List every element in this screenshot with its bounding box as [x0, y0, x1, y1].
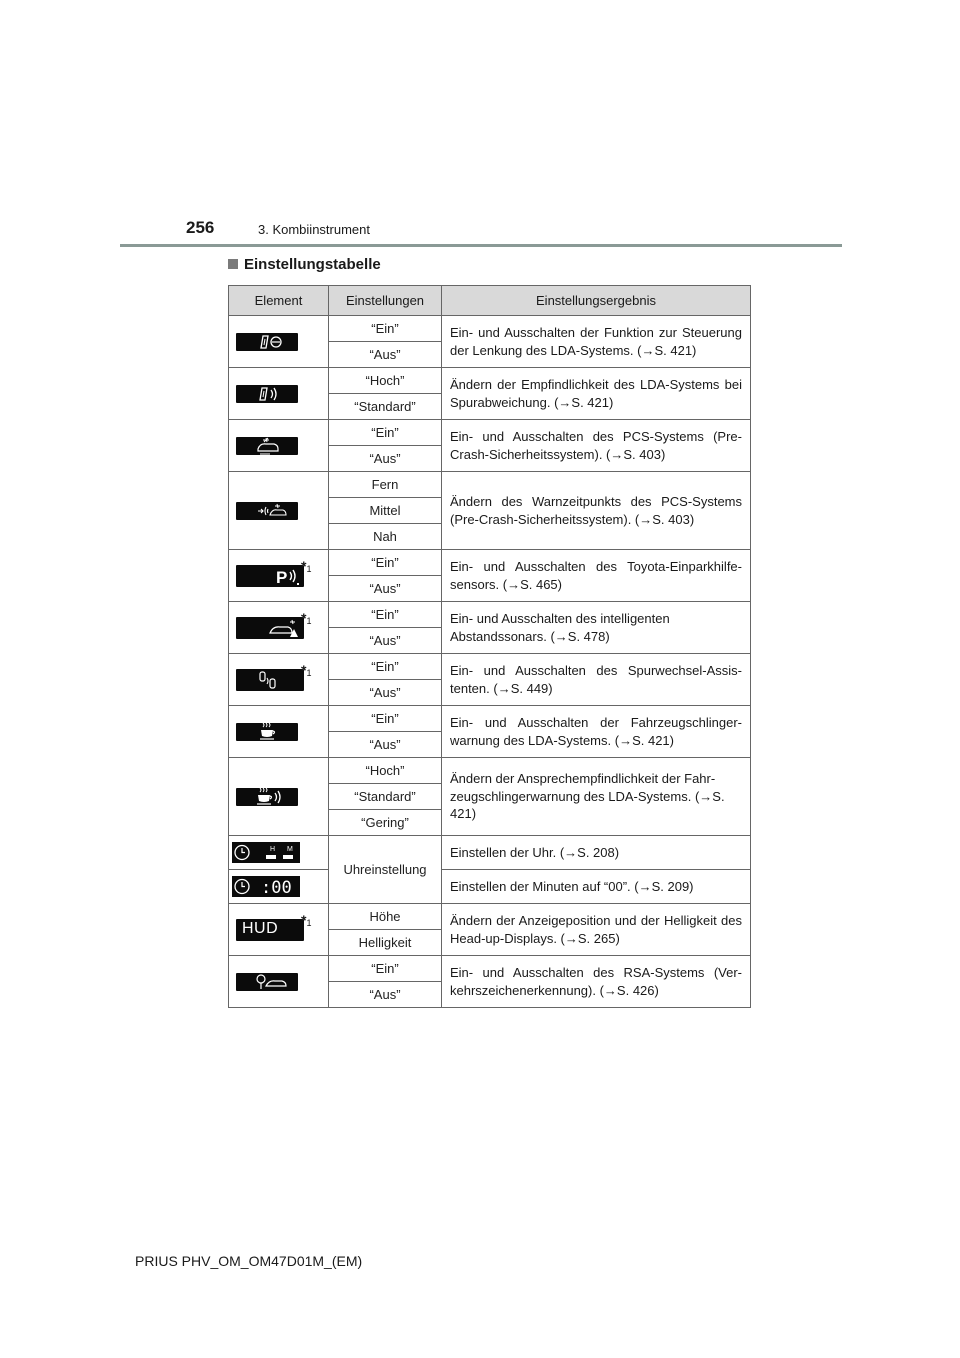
- sway-warning-icon: [236, 723, 298, 741]
- setting-result: Ein- und Ausschalten des RSA-Systems (Ver-kehrszeichenerkennung). (→S. 426): [442, 956, 751, 1008]
- setting-option: “Aus”: [329, 732, 442, 758]
- setting-result: Ein- und Ausschalten des Toyota-Einparkhilfe-sensors. (→S. 465): [442, 550, 751, 602]
- table-row: [229, 550, 751, 576]
- hud-icon: [236, 919, 304, 941]
- clock-h-label: H: [270, 846, 276, 853]
- element-cell: [229, 472, 329, 550]
- section-title-text: Einstellungstabelle: [244, 256, 381, 273]
- table-row: [229, 420, 751, 446]
- table-row: [229, 956, 751, 982]
- setting-option: Fern: [329, 472, 442, 498]
- setting-option: “Aus”: [329, 342, 442, 368]
- clock-m-label: M: [287, 846, 293, 853]
- setting-result: Ein- und Ausschalten des Spurwechsel-Assis-tenten. (→S. 449): [442, 654, 751, 706]
- table-row: [229, 368, 751, 394]
- element-cell: [229, 706, 329, 758]
- square-bullet-icon: [228, 259, 238, 269]
- table-row: [229, 836, 751, 870]
- setting-option: “Gering”: [329, 810, 442, 836]
- setting-result: Ein- und Ausschalten der Fahrzeugschlinger-warnung des LDA-Systems. (→S. 421): [442, 706, 751, 758]
- header-divider: [120, 244, 842, 247]
- setting-result: Ändern des Warnzeitpunkts des PCS-Systems (Pre-Crash-Sicherheitssystem). (→S. 403): [442, 472, 751, 550]
- setting-result: Einstellen der Uhr. (→S. 208): [442, 836, 751, 870]
- setting-option: “Aus”: [329, 576, 442, 602]
- setting-option: Mittel: [329, 498, 442, 524]
- page-number: 256: [186, 218, 215, 237]
- setting-option: “Ein”: [329, 654, 442, 680]
- table-row: [229, 602, 751, 628]
- lane-change-assist-icon: [236, 669, 304, 691]
- column-header-result: Einstellungsergebnis: [442, 286, 751, 316]
- setting-option: “Standard”: [329, 394, 442, 420]
- element-cell: [229, 420, 329, 472]
- setting-result: Ändern der Ansprechempfindlichkeit der Fahr-zeugschlingerwarnung des LDA-Systems. (→S. 421): [442, 758, 751, 836]
- settings-table: [228, 285, 751, 1008]
- pcs-warning-timing-icon: [236, 502, 298, 520]
- rsa-icon: [236, 973, 298, 991]
- column-header-element: Element: [229, 286, 329, 316]
- setting-option: “Ein”: [329, 420, 442, 446]
- setting-option: Höhe: [329, 904, 442, 930]
- sway-sensitivity-icon: [236, 788, 298, 806]
- clock-zero-minutes-icon: [232, 876, 300, 897]
- setting-option: “Aus”: [329, 680, 442, 706]
- setting-result: Einstellen der Minuten auf “00”. (→S. 209): [442, 870, 751, 904]
- table-row: [229, 316, 751, 342]
- element-cell: [229, 550, 329, 602]
- setting-option: “Aus”: [329, 446, 442, 472]
- setting-option: Uhreinstellung: [329, 836, 442, 904]
- setting-option: “Aus”: [329, 628, 442, 654]
- element-cell: [229, 870, 329, 904]
- setting-option: “Ein”: [329, 956, 442, 982]
- element-cell: [229, 654, 329, 706]
- element-cell: [229, 904, 329, 956]
- setting-option: “Ein”: [329, 550, 442, 576]
- setting-option: “Hoch”: [329, 758, 442, 784]
- setting-option: “Ein”: [329, 316, 442, 342]
- setting-option: “Hoch”: [329, 368, 442, 394]
- hud-label: HUD: [242, 919, 279, 937]
- pcs-icon: [236, 437, 298, 455]
- setting-option: Nah: [329, 524, 442, 550]
- footnote-marker: $*_1$: [301, 662, 312, 678]
- setting-result: Ändern der Empfindlichkeit des LDA-Systems bei Spurabweichung. (→S. 421): [442, 368, 751, 420]
- document-footer: PRIUS PHV_OM_OM47D01M_(EM): [135, 1253, 363, 1269]
- setting-option: “Ein”: [329, 706, 442, 732]
- setting-result: Ein- und Ausschalten des intelligenten Abstandssonars. (→S. 478): [442, 602, 751, 654]
- table-row: [229, 904, 751, 930]
- element-cell: [229, 836, 329, 870]
- setting-result: Ändern der Anzeigeposition und der Helligkeit des Head-up-Displays. (→S. 265): [442, 904, 751, 956]
- lda-sensitivity-icon: [236, 385, 298, 403]
- svg-text:P: P: [276, 567, 288, 587]
- element-cell: [229, 316, 329, 368]
- setting-option: “Standard”: [329, 784, 442, 810]
- element-cell: [229, 956, 329, 1008]
- chapter-title: 3. Kombiinstrument: [258, 222, 370, 237]
- table-row: [229, 472, 751, 498]
- section-title: [228, 256, 381, 273]
- footnote-marker: $*_1$: [301, 610, 312, 626]
- setting-option: “Ein”: [329, 602, 442, 628]
- setting-option: Helligkeit: [329, 930, 442, 956]
- parking-sensor-icon: [236, 565, 304, 587]
- element-cell: [229, 602, 329, 654]
- clock-zero-label: :00: [261, 878, 292, 897]
- footnote-marker: $*_1$: [301, 912, 312, 928]
- setting-result: Ein- und Ausschalten des PCS-Systems (Pre-Crash-Sicherheitssystem). (→S. 403): [442, 420, 751, 472]
- clearance-sonar-icon: [236, 617, 304, 639]
- element-cell: [229, 758, 329, 836]
- table-row: [229, 758, 751, 784]
- setting-result: Ein- und Ausschalten der Funktion zur Steuerung der Lenkung des LDA-Systems. (→S. 421): [442, 316, 751, 368]
- table-row: [229, 870, 751, 904]
- setting-option: “Aus”: [329, 982, 442, 1008]
- table-row: [229, 654, 751, 680]
- table-header-row: [229, 286, 751, 316]
- table-row: [229, 706, 751, 732]
- lda-steering-assist-icon: [236, 333, 298, 351]
- clock-hour-minute-icon: [232, 842, 300, 863]
- element-cell: [229, 368, 329, 420]
- footnote-marker: $*_1$: [301, 558, 312, 574]
- column-header-settings: Einstellungen: [329, 286, 442, 316]
